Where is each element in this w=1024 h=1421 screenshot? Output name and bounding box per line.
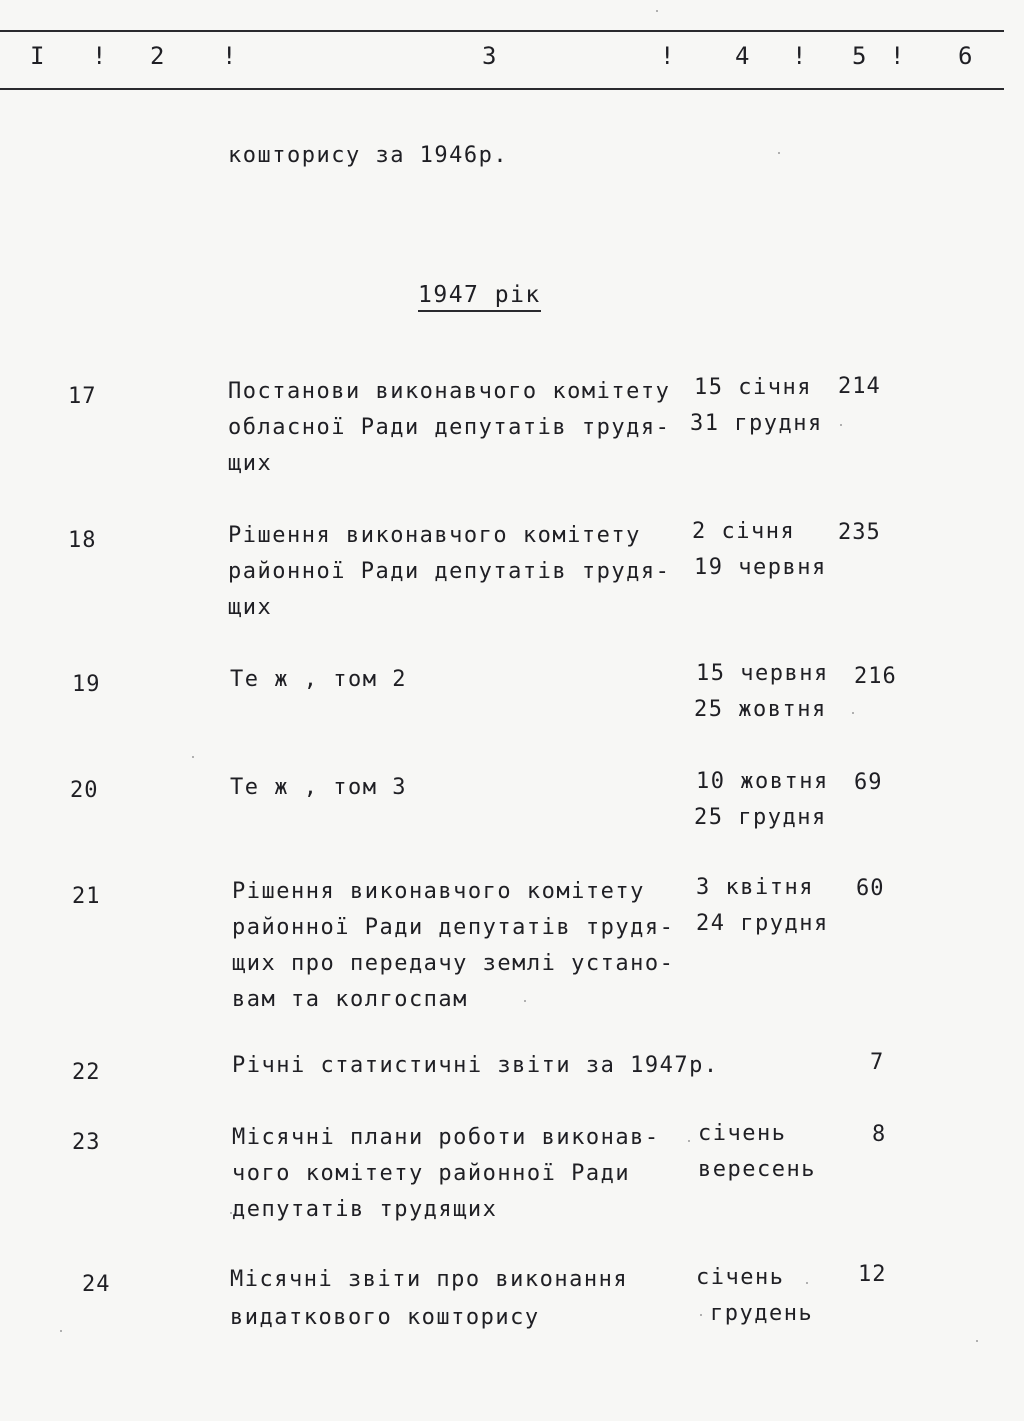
header-separator: ! — [660, 42, 676, 70]
row-title-line: Річні статистичні звіти за 1947р. — [232, 1053, 719, 1078]
row-date-start: 3 квітня — [696, 875, 814, 900]
row-number: 18 — [68, 528, 97, 553]
scan-speck — [806, 1282, 808, 1284]
header-separator: ! — [792, 42, 808, 70]
row-number: 22 — [72, 1060, 101, 1085]
row-date-start: 2 січня — [692, 519, 796, 544]
scan-speck — [840, 424, 842, 426]
header-col-1: I — [30, 42, 46, 70]
row-title-line: чого комітету районної Ради — [232, 1161, 631, 1186]
row-sheets: 214 — [838, 374, 881, 399]
scan-speck — [976, 1340, 978, 1342]
header-col-5: 5 — [852, 42, 868, 70]
row-title-line: районної Ради депутатів трудя- — [228, 559, 671, 584]
scan-speck — [656, 10, 658, 12]
row-number: 23 — [72, 1130, 101, 1155]
row-sheets: 235 — [838, 520, 881, 545]
scan-speck — [700, 1314, 702, 1316]
row-sheets: 60 — [856, 876, 885, 901]
scan-speck — [60, 1330, 62, 1332]
row-title-line: Те ж , том 2 — [230, 667, 407, 692]
row-title-line: Місячні плани роботи виконав- — [232, 1125, 660, 1150]
header-col-6: 6 — [958, 42, 974, 70]
row-title-line: депутатів трудящих — [232, 1197, 498, 1222]
header-separator: ! — [890, 42, 906, 70]
row-title-line: Рішення виконавчого комітету — [232, 879, 645, 904]
scan-speck — [524, 1000, 526, 1002]
row-sheets: 69 — [854, 770, 883, 795]
row-date-end: грудень — [710, 1301, 814, 1326]
row-title-line: щих — [228, 451, 273, 476]
row-sheets: 216 — [854, 664, 897, 689]
row-title-line: видаткового кошторису — [230, 1305, 540, 1330]
row-date-end: 25 жовтня — [694, 697, 827, 722]
continuation-text: кошторису за 1946р. — [228, 143, 509, 168]
row-date-start: 15 червня — [696, 661, 829, 686]
row-date-end: 31 грудня — [690, 411, 823, 436]
row-number: 19 — [72, 672, 101, 697]
scan-speck — [778, 152, 780, 154]
scan-speck — [852, 712, 854, 714]
row-date-end: 19 червня — [694, 555, 827, 580]
row-title-line: Те ж , том 3 — [230, 775, 407, 800]
row-number: 24 — [82, 1272, 111, 1297]
row-number: 17 — [68, 384, 97, 409]
row-title-line: щих — [228, 595, 273, 620]
row-title-line: районної Ради депутатів трудя- — [232, 915, 675, 940]
row-title-line: Постанови виконавчого комітету — [228, 379, 671, 404]
row-date-end: вересень — [698, 1157, 816, 1182]
header-separator: ! — [222, 42, 238, 70]
row-sheets: 7 — [870, 1050, 885, 1075]
scan-speck — [192, 756, 194, 758]
row-date-start: 10 жовтня — [696, 769, 829, 794]
row-date-end: 25 грудня — [694, 805, 827, 830]
header-top-rule — [0, 30, 1004, 32]
row-date-start: 15 січня — [694, 375, 812, 400]
row-sheets: 12 — [858, 1262, 887, 1287]
row-sheets: 8 — [872, 1122, 887, 1147]
scan-speck — [688, 1140, 690, 1142]
row-title-line: вам та колгоспам — [232, 987, 468, 1012]
header-col-4: 4 — [735, 42, 751, 70]
row-title-line: обласної Ради депутатів трудя- — [228, 415, 671, 440]
row-title-line: Рішення виконавчого комітету — [228, 523, 641, 548]
row-date-start: січень — [698, 1121, 787, 1146]
header-bottom-rule — [0, 88, 1004, 90]
row-date-end: 24 грудня — [696, 911, 829, 936]
row-number: 21 — [72, 884, 101, 909]
section-title: 1947 рік — [418, 282, 541, 312]
row-title-line: Місячні звіти про виконання — [230, 1267, 629, 1292]
header-col-3: 3 — [482, 42, 498, 70]
row-number: 20 — [70, 778, 99, 803]
header-col-2: 2 — [150, 42, 166, 70]
row-title-line: щих про передачу землі устано- — [232, 951, 675, 976]
row-date-start: січень — [696, 1265, 785, 1290]
header-separator: ! — [92, 42, 108, 70]
scan-speck — [230, 1212, 232, 1214]
